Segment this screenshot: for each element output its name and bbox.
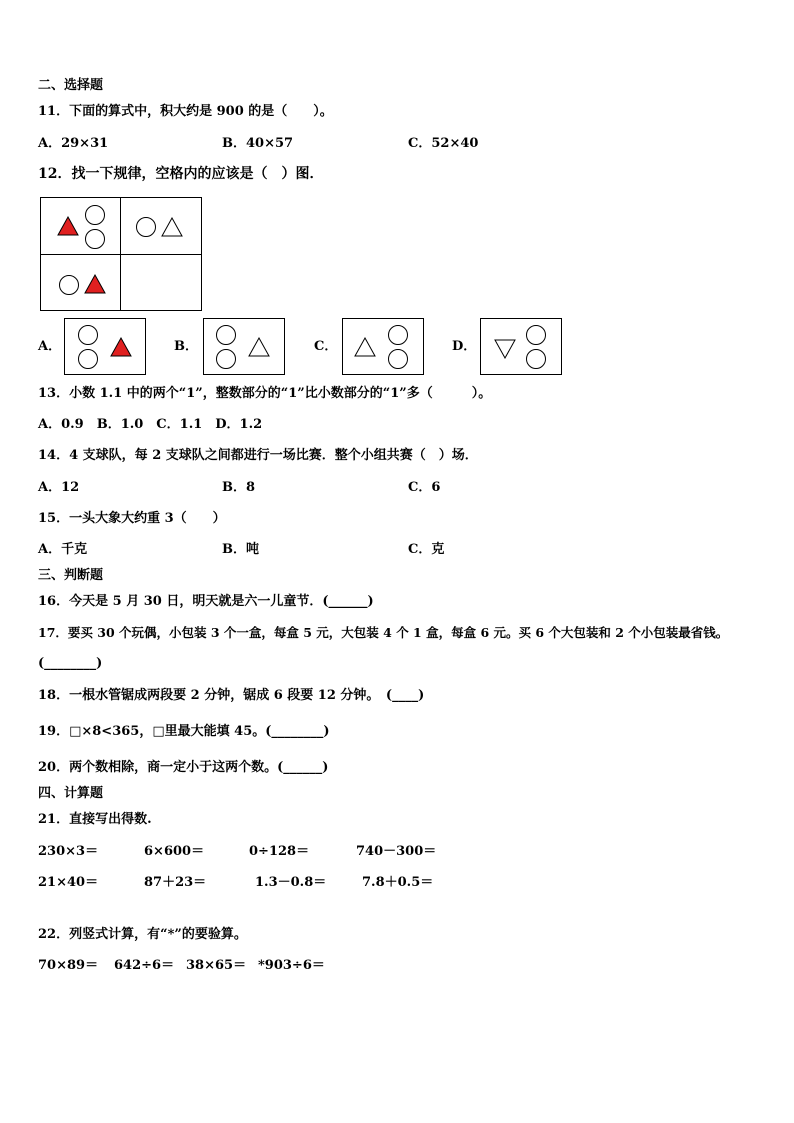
question-12-option-a-label: A．	[38, 339, 62, 354]
question-11-option-b: B．40×57	[222, 136, 294, 151]
calc-item: 740－300＝	[356, 844, 437, 859]
question-11-option-a: A．29×31	[38, 136, 109, 151]
option-a-figure	[64, 318, 146, 375]
circle-icon	[85, 229, 105, 249]
circle-icon	[526, 325, 546, 345]
question-20: 20．两个数相除，商一定小于这两个数。(______)	[38, 760, 329, 775]
red-triangle-icon	[57, 216, 79, 236]
circle-icon	[388, 349, 408, 369]
vertical-calc-item: 70×89＝	[38, 958, 99, 973]
question-12-option-b-label: B．	[174, 339, 198, 354]
calc-item: 230×3＝	[38, 844, 99, 859]
question-15-option-b: B．吨	[222, 542, 259, 557]
question-18: 18．一根水管锯成两段要 2 分钟，锯成 6 段要 12 分钟。 (____)	[38, 688, 425, 703]
vertical-calc-item: 38×65＝	[186, 958, 247, 973]
question-14-option-c: C．6	[408, 480, 441, 495]
circle-icon	[526, 349, 546, 369]
section-title-choice: 二、选择题	[38, 78, 104, 93]
calc-item: 7.8＋0.5＝	[362, 875, 434, 890]
question-13-stem: 13．小数 1.1 中的两个“1”，整数部分的“1”比小数部分的“1”多（ ）。	[38, 386, 492, 401]
question-12-option-d-label: D．	[452, 339, 477, 354]
question-11-option-c: C．52×40	[408, 136, 479, 151]
circle-icon	[216, 349, 236, 369]
calc-item: 87＋23＝	[144, 875, 207, 890]
circle-icon	[78, 325, 98, 345]
question-19: 19．□×8<365，□里最大能填 45。(________)	[38, 724, 330, 739]
question-13-options: A．0.9 B．1.0 C．1.1 D．1.2	[38, 417, 263, 432]
vertical-calc-item: *903÷6＝	[258, 958, 325, 973]
circle-icon	[78, 349, 98, 369]
option-d-figure	[480, 318, 562, 375]
calc-item: 6×600＝	[144, 844, 205, 859]
calc-item: 1.3－0.8＝	[255, 875, 327, 890]
calc-item: 21×40＝	[38, 875, 99, 890]
question-15-option-c: C．克	[408, 542, 445, 557]
question-22-stem: 22．列竖式计算，有“*”的要验算。	[38, 927, 247, 942]
question-12-stem: 12．找一下规律，空格内的应该是（ ）图．	[38, 166, 324, 182]
section-title-calc: 四、计算题	[38, 786, 104, 801]
calc-item: 0÷128＝	[249, 844, 310, 859]
option-b-figure	[203, 318, 285, 375]
question-14-stem: 14．4 支球队，每 2 支球队之间都进行一场比赛．整个小组共赛（ ）场．	[38, 448, 478, 463]
question-17-line-2: (________)	[38, 656, 103, 671]
grid-horizontal-divider	[41, 254, 201, 255]
circle-icon	[216, 325, 236, 345]
triangle-icon	[248, 337, 270, 357]
question-15-stem: 15．一头大象大约重 3（ ）	[38, 511, 226, 526]
question-12-option-c-label: C．	[314, 339, 338, 354]
question-17-line-1: 17．要买 30 个玩偶，小包装 3 个一盒，每盒 5 元，大包装 4 个 1 盒，每盒 6 元。买 6 个大包装和 2 个小包装最省钱。	[38, 625, 729, 640]
circle-icon	[85, 205, 105, 225]
section-title-judge: 三、判断题	[38, 568, 104, 583]
triangle-icon	[161, 217, 183, 237]
circle-icon	[388, 325, 408, 345]
question-14-option-a: A．12	[38, 480, 80, 495]
question-16: 16．今天是 5 月 30 日，明天就是六一儿童节．(______)	[38, 594, 374, 609]
red-triangle-icon	[110, 337, 132, 357]
inverted-triangle-icon	[494, 339, 516, 359]
circle-icon	[136, 217, 156, 237]
red-triangle-icon	[84, 274, 106, 294]
question-11-stem: 11．下面的算式中，积大约是 900 的是（ ）。	[38, 104, 333, 119]
vertical-calc-item: 642÷6＝	[114, 958, 175, 973]
question-21-stem: 21．直接写出得数.	[38, 812, 152, 827]
question-14-option-b: B．8	[222, 480, 256, 495]
triangle-icon	[354, 337, 376, 357]
question-15-option-a: A．千克	[38, 542, 88, 557]
circle-icon	[59, 275, 79, 295]
